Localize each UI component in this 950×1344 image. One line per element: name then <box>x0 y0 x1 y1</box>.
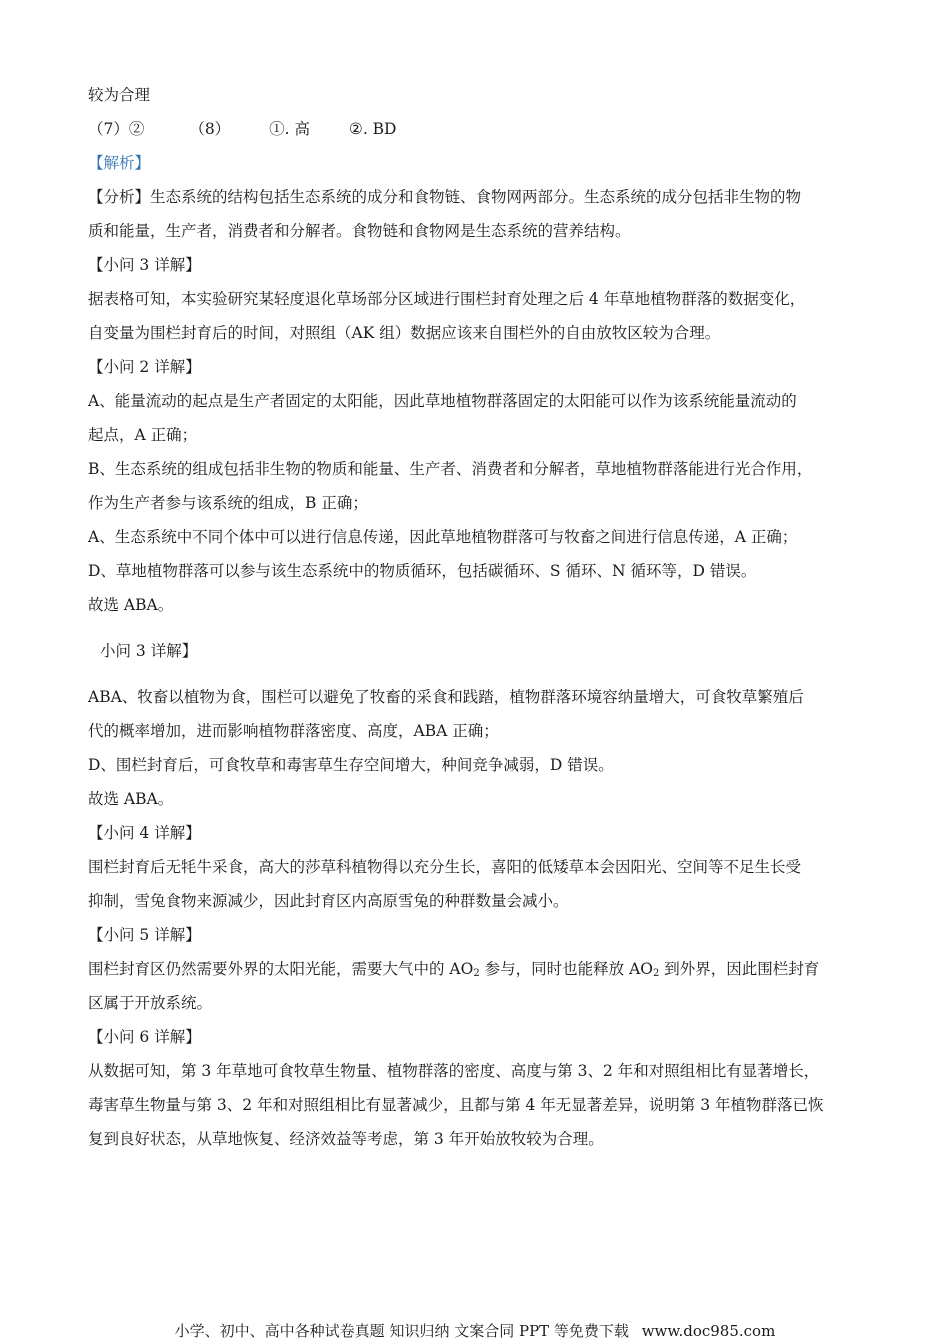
page-footer <box>0 1320 950 1341</box>
text-line: A、能量流动的起点是生产者固定的太阳能，因此草地植物群落固定的太阳能可以作为该系统能量流动的 <box>88 392 797 410</box>
text-line: 故选 ABA。 <box>88 790 174 808</box>
section-heading: 【小问 2 详解】 <box>88 358 201 376</box>
section-heading: 【小问 3 详解】 <box>88 256 201 274</box>
subscript: 2 <box>652 968 660 979</box>
text-line: A、生态系统中不同个体中可以进行信息传递，因此草地植物群落可与牧畜之间进行信息传递，A 正确； <box>88 528 798 546</box>
text-fragment: 围栏封育区仍然需要外界的太阳光能，需要大气中的 AO <box>88 960 474 978</box>
text-fragment: 到外界，因此围栏封育 <box>659 960 820 978</box>
answer-8-2: ②. BD <box>348 120 397 138</box>
text-line: 故选 ABA。 <box>88 596 174 614</box>
text-line: 【分析】生态系统的结构包括生态系统的成分和食物链、食物网两部分。生态系统的成分包括非生物的物 <box>88 188 802 206</box>
text-line: 毒害草生物量与第 3、2 年和对照组相比有显著减少，且都与第 4 年无显著差异，说明第 3 年植物群落已恢 <box>88 1096 824 1114</box>
text-line <box>88 952 868 986</box>
text-line: D、围栏封育后，可食牧草和毒害草生存空间增大，种间竞争减弱，D 错误。 <box>88 756 614 774</box>
section-heading: 【小问 5 详解】 <box>88 926 201 944</box>
text-line: 从数据可知，第 3 年草地可食牧草生物量、植物群落的密度、高度与第 3、2 年和对照组相比有显著增长， <box>88 1062 820 1080</box>
section-heading: 小问 3 详解】 <box>100 642 198 660</box>
text-line: 较为合理 <box>88 86 151 104</box>
answer-8-1: ①. 高 <box>269 120 310 138</box>
text-line: B、生态系统的组成包括非生物的物质和能量、生产者、消费者和分解者，草地植物群落能进行光合作用， <box>88 460 813 478</box>
text-line: ABA、牧畜以植物为食，围栏可以避免了牧畜的采食和践踏，植物群落环境容纳量增大，可食牧草繁殖后 <box>88 688 804 706</box>
footer-link[interactable]: www.doc985.com <box>641 1322 776 1340</box>
spacer <box>88 668 868 680</box>
footer-text: 小学、初中、高中各种试卷真题 知识归纳 文案合同 PPT 等免费下载 <box>174 1322 629 1340</box>
text-line: D、草地植物群落可以参与该生态系统中的物质循环，包括碳循环、S 循环、N 循环等，D 错误。 <box>88 562 757 580</box>
answer-row <box>88 112 868 146</box>
text-line: 自变量为围栏封育后的时间，对照组（AK 组）数据应该来自围栏外的自由放牧区较为合理。 <box>88 324 721 342</box>
text-line: 抑制，雪兔食物来源减少，因此封育区内高原雪兔的种群数量会减小。 <box>88 892 569 910</box>
text-line: 质和能量，生产者，消费者和分解者。食物链和食物网是生态系统的营养结构。 <box>88 222 631 240</box>
section-heading: 【小问 4 详解】 <box>88 824 201 842</box>
answer-7: （7）② <box>88 120 145 138</box>
answer-8: （8） <box>189 120 231 138</box>
text-line: 据表格可知，本实验研究某轻度退化草场部分区域进行围栏封育处理之后 4 年草地植物群落的数据变化， <box>88 290 806 308</box>
subscript: 2 <box>473 968 480 979</box>
text-line: 围栏封育后无牦牛采食，高大的莎草科植物得以充分生长，喜阳的低矮草本会因阳光、空间等不足生长受 <box>88 858 802 876</box>
section-heading: 【小问 6 详解】 <box>88 1028 201 1046</box>
text-line: 代的概率增加，进而影响植物群落密度、高度，ABA 正确； <box>88 722 499 740</box>
text-line: 作为生产者参与该系统的组成，B 正确； <box>88 494 368 512</box>
text-fragment: 参与，同时也能释放 AO <box>479 960 653 978</box>
text-line: 区属于开放系统。 <box>88 994 213 1012</box>
text-line: 起点，A 正确； <box>88 426 198 444</box>
text-line: 复到良好状态，从草地恢复、经济效益等考虑，第 3 年开始放牧较为合理。 <box>88 1130 604 1148</box>
spacer <box>88 622 868 634</box>
document-body <box>88 78 868 1156</box>
analysis-heading: 【解析】 <box>88 154 151 172</box>
